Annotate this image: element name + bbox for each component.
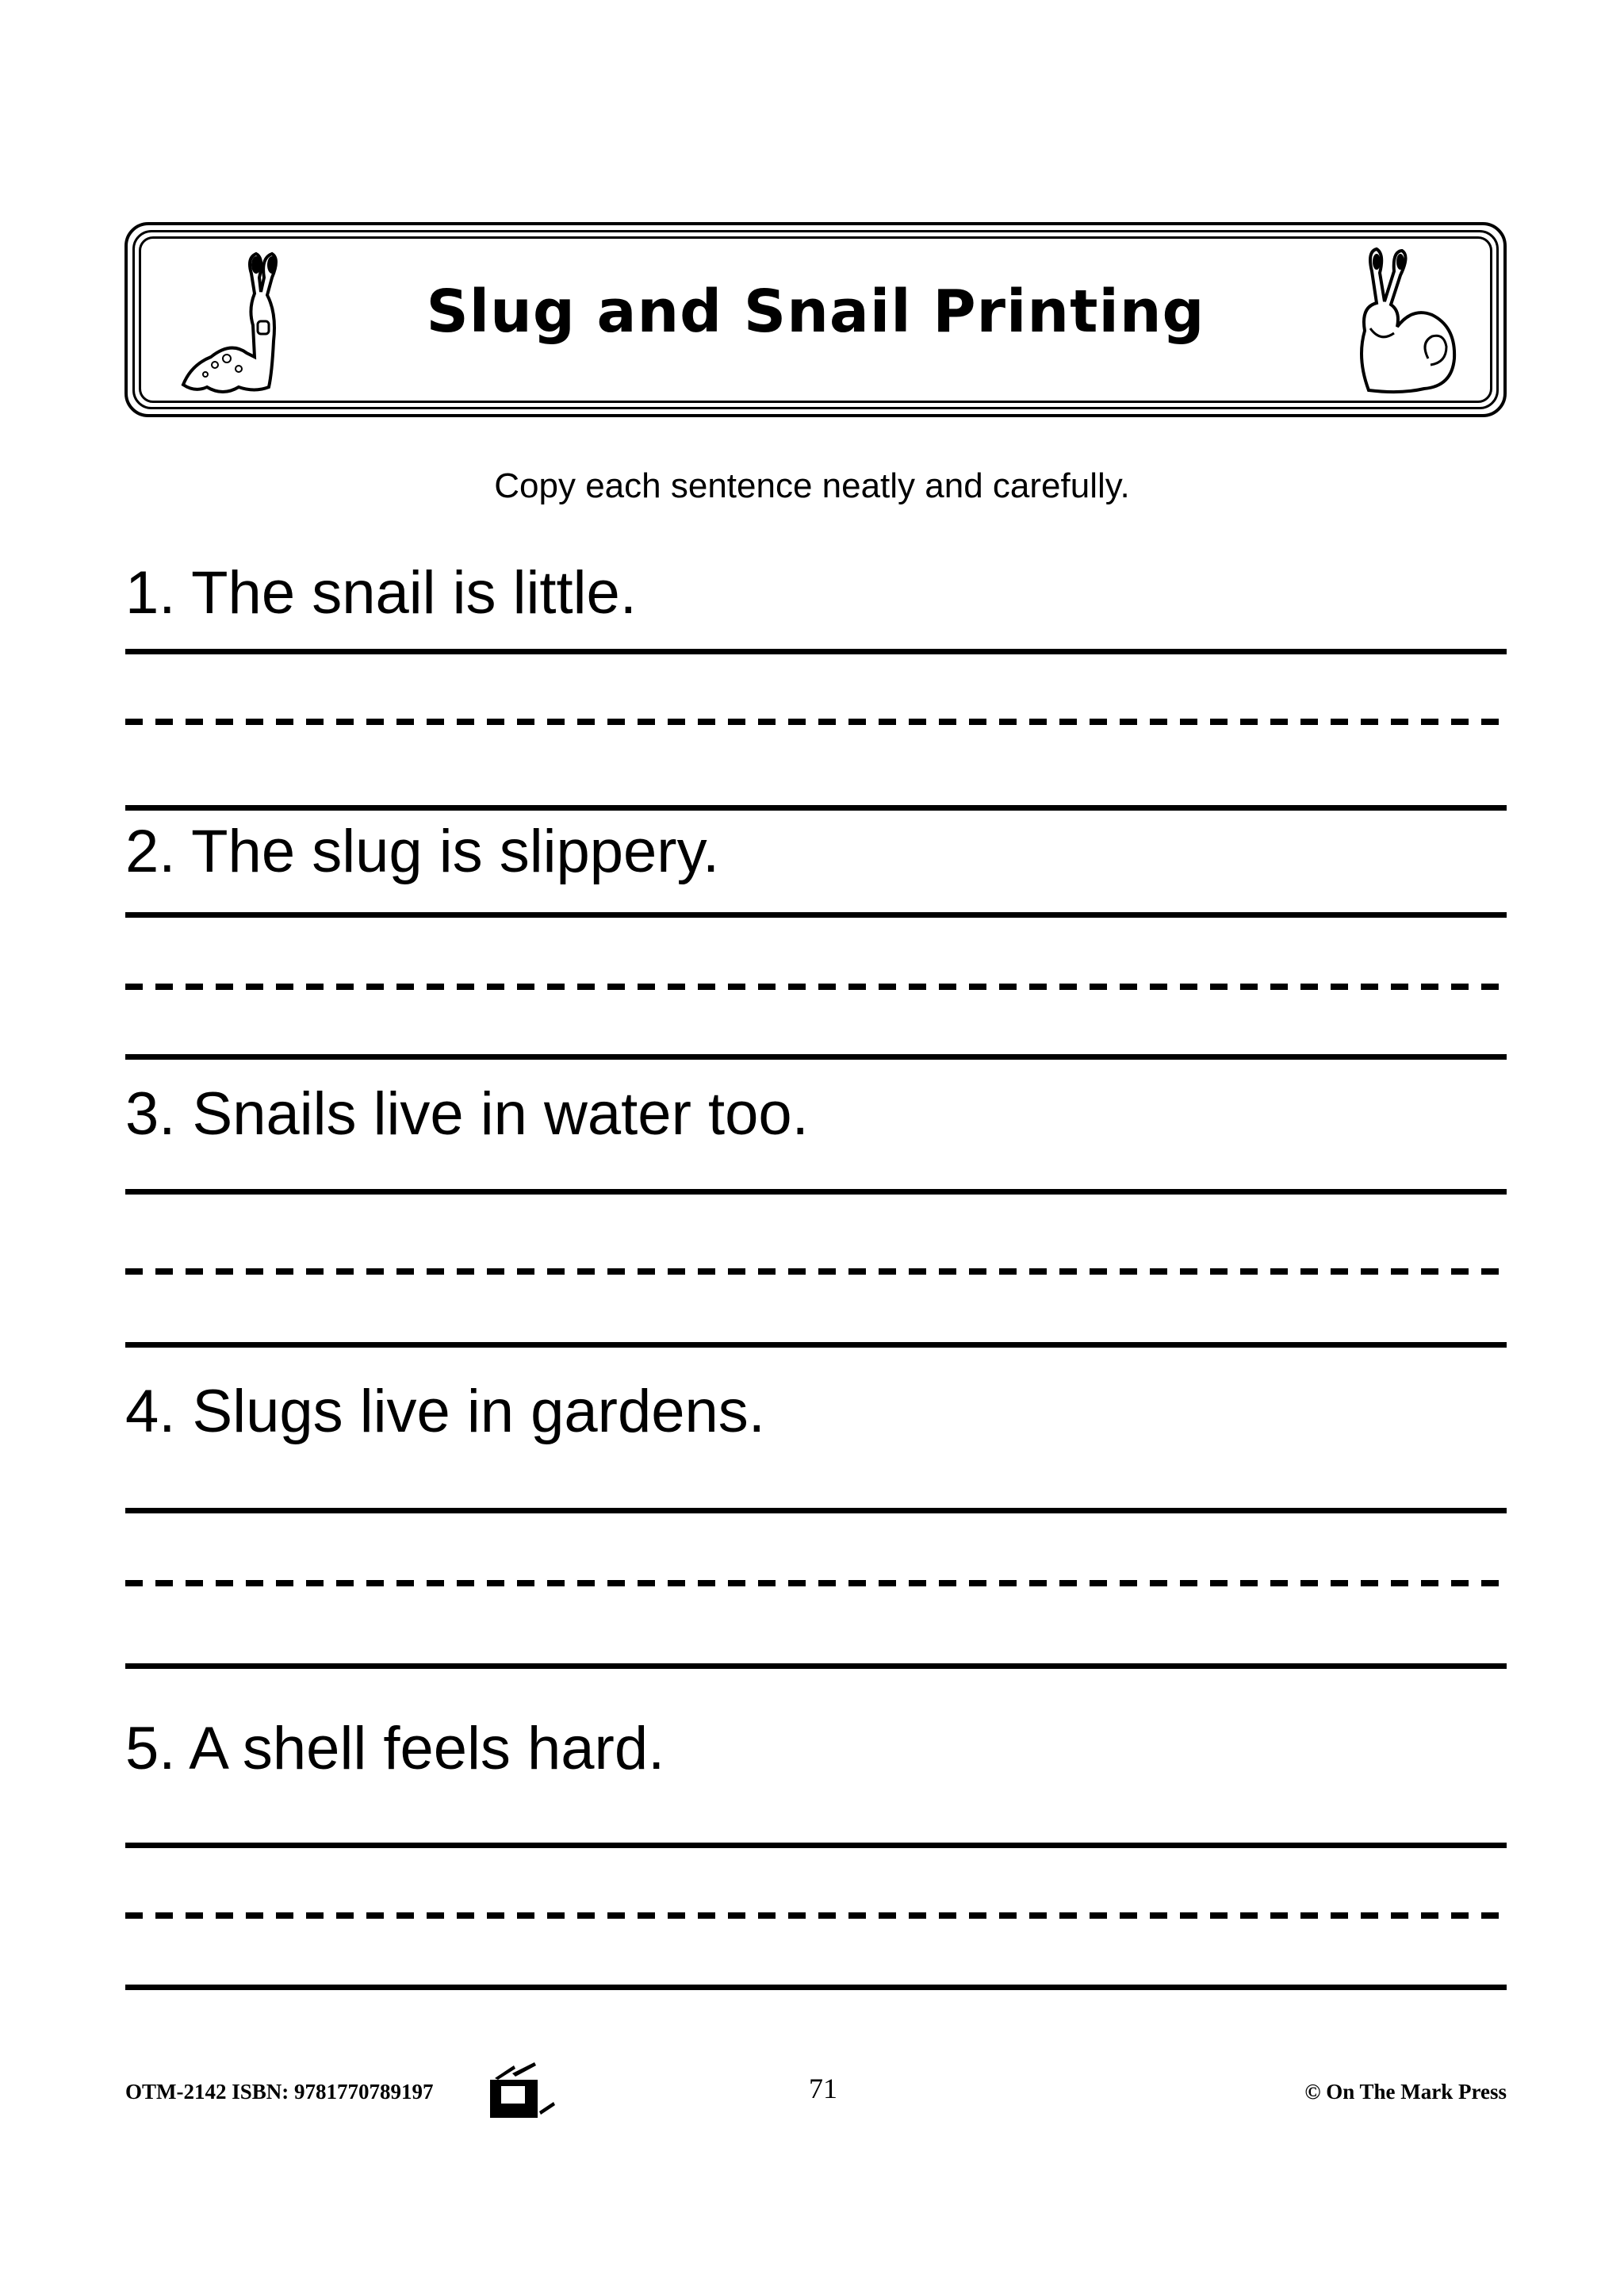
page-number: 71: [809, 2073, 837, 2104]
photocopier-icon: [490, 2062, 585, 2118]
writing-line-base[interactable]: [125, 1342, 1507, 1348]
writing-line-midline: [125, 984, 1507, 990]
writing-line-top[interactable]: [125, 1508, 1507, 1513]
writing-line-base[interactable]: [125, 1663, 1507, 1669]
writing-line-midline: [125, 1268, 1507, 1275]
writing-line-top[interactable]: [125, 649, 1507, 654]
page-title: Slug and Snail Printing: [426, 278, 1205, 346]
writing-line-base[interactable]: [125, 1985, 1507, 1990]
writing-line-midline: [125, 1580, 1507, 1586]
writing-line-top[interactable]: [125, 1843, 1507, 1848]
writing-line-top[interactable]: [125, 1189, 1507, 1195]
footer-code-isbn: OTM-2142 ISBN: 9781770789197: [125, 2080, 434, 2104]
writing-line-midline: [125, 719, 1507, 725]
sentence-1: 1. The snail is little.: [125, 559, 637, 627]
writing-line-base[interactable]: [125, 805, 1507, 811]
sentence-5: 5. A shell feels hard.: [125, 1715, 665, 1782]
footer-copyright: © On The Mark Press: [1304, 2080, 1507, 2104]
sentence-2: 2. The slug is slippery.: [125, 818, 720, 885]
writing-line-top[interactable]: [125, 912, 1507, 918]
title-banner: [124, 222, 1507, 417]
writing-line-midline: [125, 1912, 1507, 1919]
writing-line-base[interactable]: [125, 1054, 1507, 1060]
instruction-text: Copy each sentence neatly and carefully.: [494, 466, 1130, 505]
sentence-3: 3. Snails live in water too.: [125, 1080, 809, 1148]
sentence-4: 4. Slugs live in gardens.: [125, 1378, 765, 1445]
snail-icon: [1345, 240, 1464, 398]
